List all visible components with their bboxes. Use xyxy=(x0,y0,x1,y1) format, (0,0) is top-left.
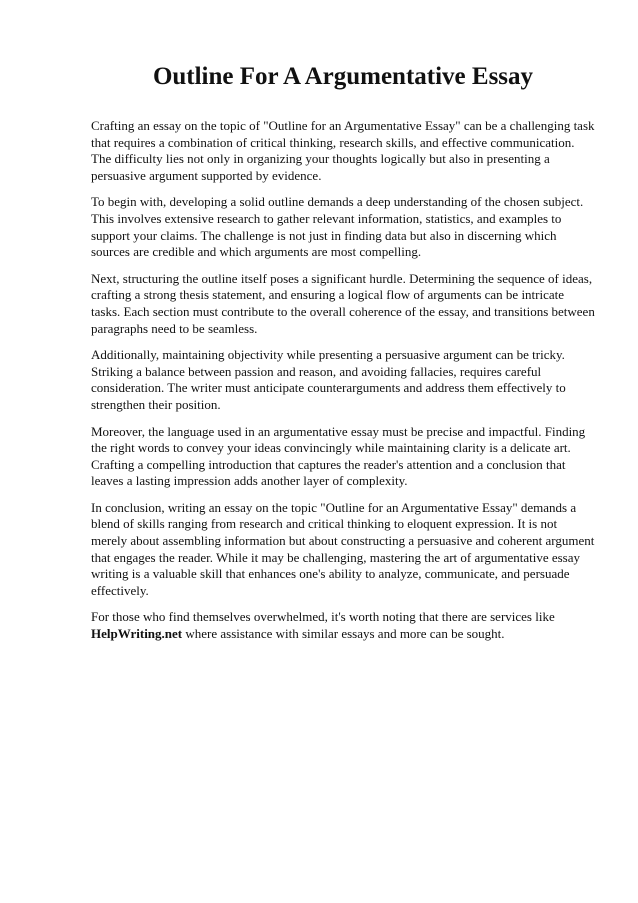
closing-paragraph xyxy=(91,609,595,642)
paragraph-3: Next, structuring the outline itself poses a significant hurdle. Determining the sequence of ideas, crafting a strong thesis statement, and ensuring a logical flow of arguments can be intricate tasks. Each section must contribute to the overall coherence of the essay, and transitions between paragraphs need to be seamless. xyxy=(91,270,595,336)
closing-prefix: For those who find themselves overwhelmed, it's worth noting that there are services like xyxy=(91,609,555,625)
document-body xyxy=(91,118,595,643)
paragraph-5: Moreover, the language used in an argumentative essay must be precise and impactful. Finding the right words to convey your ideas convincingly while maintaining clarity is a delicate art. Crafting a compelling introduction that captures the reader's attention and a conclusion that leaves a lasting impression adds another layer of complexity. xyxy=(91,423,586,489)
paragraph-6: In conclusion, writing an essay on the topic "Outline for an Argumentative Essay" demands a blend of skills ranging from research and critical thinking to eloquent expression. It is not merely about assembling information but about constructing a persuasive and coherent argument that engages the reader. While it may be challenging, mastering the art of argumentative essay writing is a valuable skill that enhances one's ability to analyze, communicate, and persuade effectively. xyxy=(91,499,595,598)
paragraph-1: Crafting an essay on the topic of "Outline for an Argumentative Essay" can be a challenging task that requires a combination of critical thinking, research skills, and effective communication. The difficulty lies not only in organizing your thoughts logically but also in presenting a persuasive argument supported by evidence. xyxy=(91,118,595,183)
service-link[interactable]: HelpWriting.net xyxy=(91,626,183,642)
paragraph-4: Additionally, maintaining objectivity while presenting a persuasive argument can be tricky. Striking a balance between passion and reason, and avoiding fallacies, requires careful consideration. The writer must anticipate counterarguments and address them effectively to strengthen their position. xyxy=(91,347,566,412)
document-title: Outline For A Argumentative Essay xyxy=(152,63,534,90)
paragraph-2: To begin with, developing a solid outline demands a deep understanding of the chosen subject. This involves extensive research to gather relevant information, statistics, and examples to support your claims. The challenge is not just in finding data but also in discerning which sources are credible and which arguments are most compelling. xyxy=(91,194,584,260)
closing-suffix: where assistance with similar essays and more can be sought. xyxy=(182,626,505,642)
